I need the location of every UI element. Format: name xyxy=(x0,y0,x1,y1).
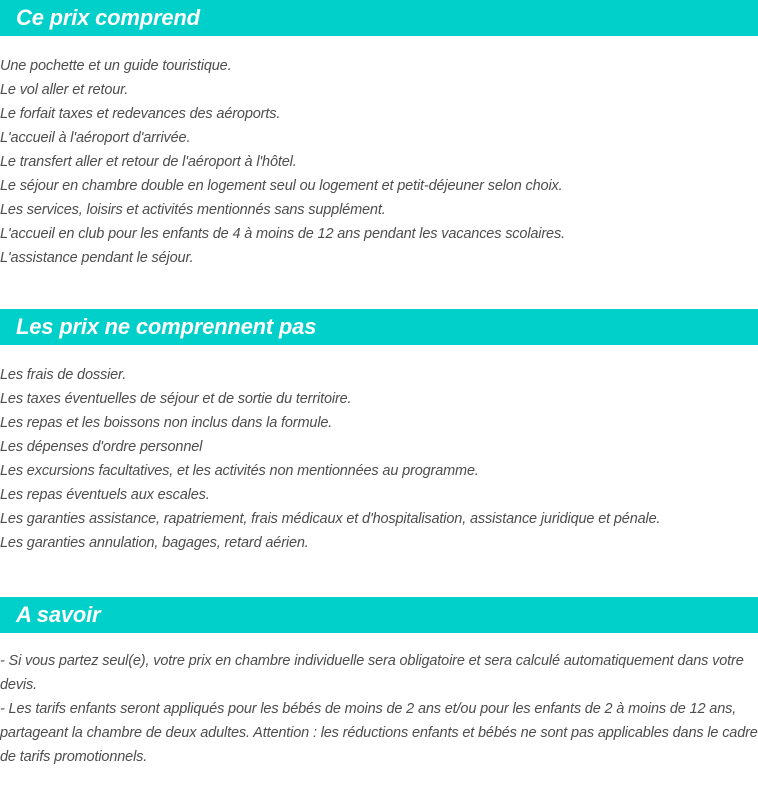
section-les-prix-ne-comprennent-pas xyxy=(0,309,758,555)
section-gap xyxy=(0,555,758,597)
list-item: Les repas éventuels aux escales. xyxy=(0,487,210,503)
section-header-a-savoir: A savoir xyxy=(0,597,758,633)
section-body-a-savoir xyxy=(0,649,758,769)
list-item: Une pochette et un guide touristique. xyxy=(0,58,232,74)
section-gap xyxy=(0,270,758,309)
spacer xyxy=(0,36,758,54)
list-item: L'accueil en club pour les enfants de 4 à moins de 12 ans pendant les vacances scolaires. xyxy=(0,226,565,242)
section-a-savoir xyxy=(0,597,758,769)
list-item: Les garanties annulation, bagages, retard aérien. xyxy=(0,535,309,551)
list-item: Les repas et les boissons non inclus dans la formule. xyxy=(0,415,333,431)
paragraph: - Si vous partez seul(e), votre prix en chambre individuelle sera obligatoire et sera calculé automatiquement dans votre devis. xyxy=(0,653,744,693)
section-body-les-prix-ne-comprennent-pas xyxy=(0,363,758,555)
list-item: L'assistance pendant le séjour. xyxy=(0,250,194,266)
list-item: Les services, loisirs et activités mentionnés sans supplément. xyxy=(0,202,386,218)
section-ce-prix-comprend xyxy=(0,0,758,270)
list-item: Le forfait taxes et redevances des aéroports. xyxy=(0,106,281,122)
list-item: Les taxes éventuelles de séjour et de sortie du territoire. xyxy=(0,391,352,407)
section-body-ce-prix-comprend xyxy=(0,54,758,270)
exclusions-list xyxy=(0,363,758,555)
list-item: L'accueil à l'aéroport d'arrivée. xyxy=(0,130,191,146)
list-item: Le vol aller et retour. xyxy=(0,82,129,98)
list-item: Les excursions facultatives, et les activités non mentionnées au programme. xyxy=(0,463,479,479)
spacer xyxy=(0,345,758,363)
list-item: Les frais de dossier. xyxy=(0,367,127,383)
list-item: Les garanties assistance, rapatriement, frais médicaux et d'hospitalisation, assistance juridique et pénale. xyxy=(0,511,661,527)
spacer xyxy=(0,633,758,649)
section-header-les-prix-ne-comprennent-pas: Les prix ne comprennent pas xyxy=(0,309,758,345)
list-item: Le transfert aller et retour de l'aéroport à l'hôtel. xyxy=(0,154,297,170)
paragraph: - Les tarifs enfants seront appliqués pour les bébés de moins de 2 ans et/ou pour les enfants de 2 à moins de 12 ans, partageant la chambre de deux adultes. Attention : les réductions enfants et bébés ne sont pas applicables dans le cadre de tarifs promotionnels. xyxy=(0,701,758,765)
list-item: Les dépenses d'ordre personnel xyxy=(0,439,203,455)
inclusions-list xyxy=(0,54,758,270)
list-item: Le séjour en chambre double en logement seul ou logement et petit-déjeuner selon choix. xyxy=(0,178,563,194)
section-header-ce-prix-comprend: Ce prix comprend xyxy=(0,0,758,36)
